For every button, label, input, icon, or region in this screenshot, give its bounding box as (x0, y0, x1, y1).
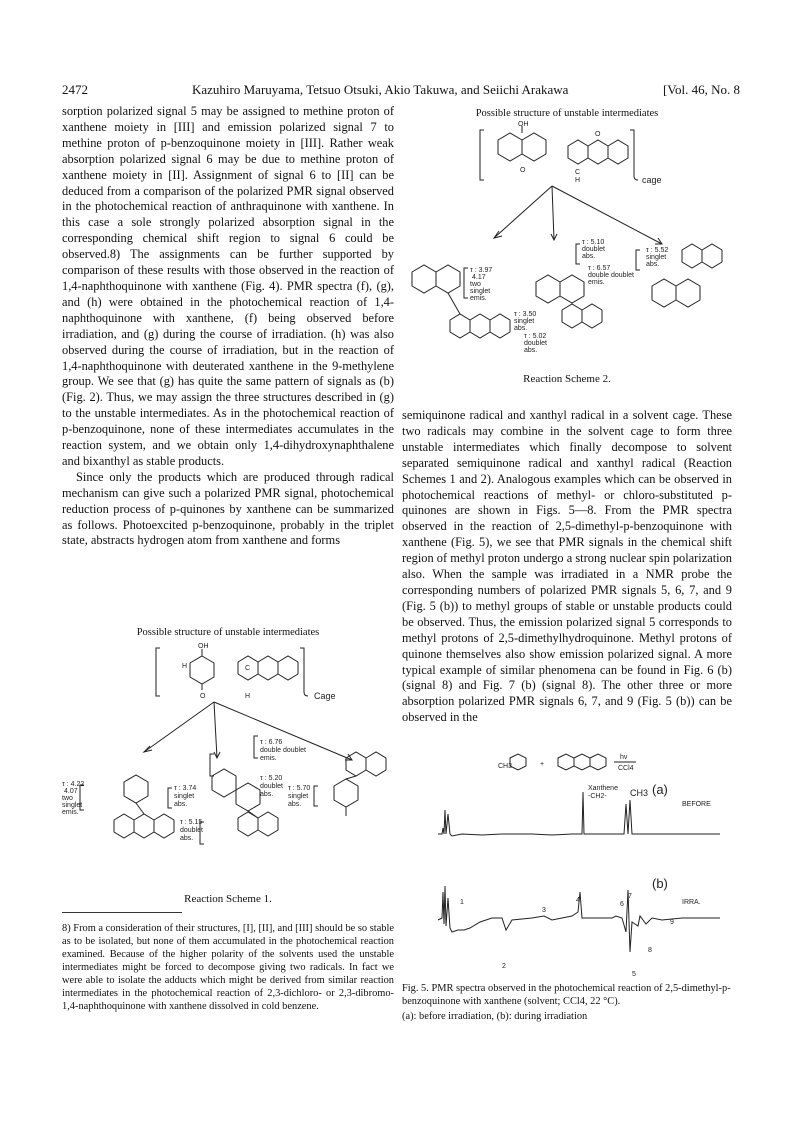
scheme2-ann6: τ : 5.02 (524, 333, 547, 340)
scheme1-ann1c: abs. (260, 791, 274, 798)
scheme1-h-label: H (182, 663, 188, 670)
fig5-peak-4: 4 (576, 897, 580, 904)
scheme1-o-label: O (200, 693, 206, 700)
scheme2-cage: cage (642, 175, 662, 185)
left-paragraph-2: Since only the products which are produced through radical mechanism can give such a polarized PMR signal, photochemical reduction process of p-quinones by xanthene can be summarized as follows. Photoexcited p-benzoquinone, probably in the triplet state, abstracts hydrogen atom from xanthene and forms (62, 469, 394, 548)
spectrum-a-trace (438, 792, 720, 836)
scheme2-ann1c: abs. (582, 253, 596, 260)
scheme1-ann6b: singlet (288, 793, 309, 800)
scheme2-ann3c: two (470, 281, 481, 288)
scheme2-ann3b: 4.17 (472, 274, 486, 281)
scheme1-ann5: τ : 5.15 (180, 819, 203, 826)
scheme1-ann4c: abs. (174, 801, 188, 808)
scheme1-ann4: τ : 3.74 (174, 785, 197, 792)
scheme1-ann1b: doublet (260, 783, 283, 790)
fig5-label-b: (b) (652, 876, 668, 891)
scheme2-oh-label: OH (518, 121, 529, 128)
scheme1-caption: Reaction Scheme 1. (184, 893, 272, 905)
scheme2-ann5b: singlet (514, 318, 535, 325)
fig5-peak-5: 5 (632, 971, 636, 978)
right-paragraph-1: semiquinone radical and xanthyl radical in a solvent cage. These two radicals may combine in the solvent cage to form three unstable intermediates which finally decompose to solvent separated semiquinone radical and xanthyl radical (Reaction Schemes 1 and 2). Analogous examples which can be observed in photochemical reactions of methyl- or chloro-substituted p-quinones are shown in Figs. 5—8. From the PMR spectra observed in the reaction of 2,5-dimethyl-p-benzoquinone with xanthene (Fig. 5), we see that PMR signals in the chemical shift region of methyl proton undergo a strong nuclear spin polarization also. When the sample was irradiated in a NMR probe the corresponding numbers of polarized PMR signals 5, 6, 7, and 9 (Fig. 5 (b)) to methyl groups of stable or unstable products could be observed. Thus, the emission polarized signal 5 corresponds to methyl protons of 2,5-dimethylhydroquinone. Methyl protons of quinone themselves also show emission polarized signal. A more typical example of similar phenomena can be found in Fig. 6 (b) (signal 8) and Fig. 7 (b) (signal 8). The other three or more absorption polarized PMR signals 6, 7, and 9 (Fig. 5 (b)) can be observed in the (402, 408, 732, 725)
fig5-before: BEFORE (682, 801, 711, 808)
left-column (62, 104, 394, 549)
scheme1-ann5b: doublet (180, 827, 203, 834)
fig5-solvent: CCl4 (618, 765, 634, 772)
fig5-xanthene-label: Xanthene (588, 785, 618, 792)
scheme2-c-label: C (575, 169, 581, 176)
fig5-label-a: (a) (652, 782, 668, 797)
figure5-spectra (402, 752, 732, 980)
fig5-plus: + (540, 761, 545, 768)
scheme1-ann6: τ : 5.70 (288, 785, 311, 792)
figure5-caption-block (402, 982, 732, 1023)
scheme2-ann1b: doublet (582, 246, 605, 253)
reaction-scheme-1 (62, 640, 394, 892)
reaction-scheme-2 (402, 120, 732, 360)
scheme1-ann4b: singlet (174, 793, 195, 800)
page-number: 2472 (62, 82, 88, 97)
scheme2-ann2: τ : 5.52 (646, 247, 669, 254)
scheme1-xh-label: H (245, 693, 251, 700)
scheme2-ann4: τ : 6.57 (588, 265, 611, 272)
fig5-irra: IRRA. (682, 899, 701, 906)
scheme1-c-label: C (245, 665, 251, 672)
scheme2-o-label: O (520, 167, 526, 174)
figure5-caption: Fig. 5. PMR spectra observed in the photochemical reaction of 2,5-dimethyl-p-benzoquinone with xanthene (solvent; CCl4, 22 °C). (402, 983, 731, 1007)
figure5-caption-sub: (a): before irradiation, (b): during irradiation (402, 1011, 588, 1022)
scheme1-title: Possible structure of unstable intermediates (136, 627, 320, 638)
scheme2-xo-label: O (595, 131, 601, 138)
spectrum-b-trace (438, 886, 720, 952)
fig5-xanthene-sub: -CH2- (588, 793, 607, 800)
scheme2-ann3d: singlet (470, 288, 491, 295)
scheme1-ann6c: abs. (288, 801, 302, 808)
scheme2-title: Possible structure of unstable intermediates (475, 108, 659, 119)
volume-info: [Vol. 46, No. 8 (662, 82, 740, 97)
fig5-peak-6: 6 (620, 901, 624, 908)
scheme1-ann3: τ : 4.22 (62, 781, 85, 788)
scheme1-ann3d: singlet (62, 802, 83, 809)
scheme2-caption: Reaction Scheme 2. (523, 373, 611, 385)
scheme1-ann3b: 4.07 (64, 788, 78, 795)
scheme1-ann3e: emis. (62, 809, 79, 816)
fig5-peak-7: 7 (628, 893, 632, 900)
scheme2-ann2b: singlet (646, 254, 667, 261)
fig5-reactant-label: CH3 (498, 763, 513, 770)
fig5-ch3-label: CH3 (630, 788, 649, 798)
scheme1-ann5c: abs. (180, 835, 194, 842)
scheme2-ann6b: doublet (524, 340, 547, 347)
left-paragraph-1: sorption polarized signal 5 may be assigned to methine proton of xanthene moiety in [III] and emission polarized signal 7 to methine proton of p-benzoquinone moiety in [III]. Rather weak absorption polarized signal 6 may be due to methine proton of xanthene moiety in [II]. Assignment of signal 6 to [II] can be deduced from a comparison of the polarized PMR signal observed in the photochemical reaction of anthraquinone with xanthene. In this case a sole strongly polarized absorption signal in the corresponding chemical shift region to signal 6 could be observed.8) The assignments can be further supported by comparison of these results with those observed in the reaction of 1,4-naphthoquinone with xanthene (Fig. 4). PMR spectra (f), (g), and (h) were obtained in the photochemical reaction of 1,4-naphthoquinone with xanthene, (f) being observed before irradiation, and (g) during the course of irradiation. (h) was also observed during the course of irradiation, but in the reaction of 1,4-naphthoquinone with deuterated xanthene in the 9-methylene group. We see that (g) has quite the same pattern of signals as (b) (Fig. 2). Thus, we may assign the three structures described in (g) to the unstable intermediates. As in the photochemical reaction of p-benzoquinone, none of these intermediates accumulates in the reaction system, and we obtain only 1,4-dihydroxynaphthalene and bixanthyl as stable products. (62, 104, 394, 468)
scheme2-ann3e: emis. (470, 295, 487, 302)
right-column (402, 408, 732, 726)
scheme2-h-label: H (575, 177, 581, 184)
scheme2-ann1: τ : 5.10 (582, 239, 605, 246)
running-authors: Kazuhiro Maruyama, Tetsuo Otsuki, Akio Takuwa, and Seiichi Arakawa (192, 82, 569, 97)
scheme1-ann3c: two (62, 795, 73, 802)
scheme1-ann2: τ : 6.76 (260, 739, 283, 746)
footnote-8: 8) From a consideration of their structures, [I], [II], and [III] should be so stable as to be isolated, but none of them accumulated in the photochemical reaction examined. Because of the higher polarity of the solvents used the unstable intermediates might be forced to decompose giving two radicals. In fact we were able to isolate the adducts which might be derived from similar reaction intermediates in the photochemical reaction of 2,3-dichloro- or 2,3-dibromo-1,4-naphthoquinone with xanthene dissolved in cold benzene. (62, 923, 394, 1012)
scheme2-ann3: τ : 3.97 (470, 267, 493, 274)
scheme1-cage: Cage (314, 691, 336, 701)
scheme1-oh-label: OH (198, 643, 209, 650)
scheme1-ann2c: emis. (260, 755, 277, 762)
fig5-peak-1: 1 (460, 899, 464, 906)
scheme2-ann5: τ : 3.50 (514, 311, 537, 318)
scheme2-ann6c: abs. (524, 347, 538, 354)
fig5-hv: hν (620, 754, 628, 761)
footnote-rule (62, 912, 182, 913)
fig5-peak-8: 8 (648, 947, 652, 954)
scheme2-ann5c: abs. (514, 325, 528, 332)
fig5-peak-3: 3 (542, 907, 546, 914)
scheme1-ann1: τ : 5.20 (260, 775, 283, 782)
scheme1-ann2b: double doublet (260, 747, 306, 754)
scheme2-ann2c: abs. (646, 261, 660, 268)
scheme2-ann4b: double doublet (588, 272, 634, 279)
fig5-peak-2: 2 (502, 963, 506, 970)
fig5-peak-9: 9 (670, 919, 674, 926)
scheme2-ann4c: emis. (588, 279, 605, 286)
